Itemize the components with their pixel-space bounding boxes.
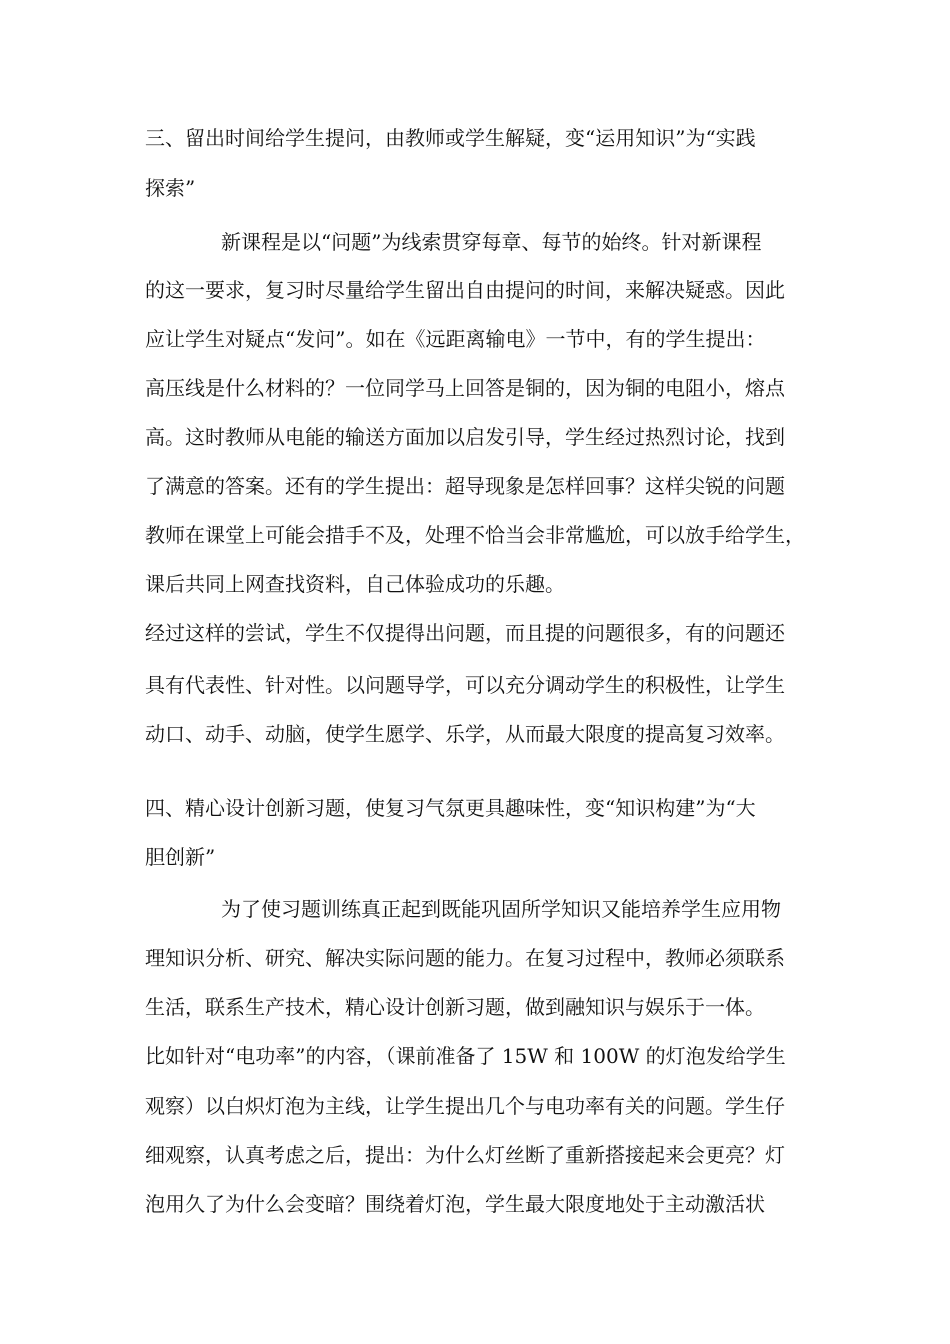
section-3-heading-line-1: 三、留出时间给学生提问，由教师或学生解疑，变“运用知识”为“实践 xyxy=(145,126,756,150)
section-4-paragraph-2-line-4: 泡用久了为什么会变暗？围绕着灯泡，学生最大限度地处于主动激活状 xyxy=(145,1192,765,1216)
section-4-paragraph-1-line-1: 为了使习题训练真正起到既能巩固所学知识又能培养学生应用物 xyxy=(221,897,781,921)
section-3-paragraph-1-line-6: 了满意的答案。还有的学生提出：超导现象是怎样回事？这样尖锐的问题 xyxy=(145,474,785,498)
section-4-paragraph-1-line-3: 生活，联系生产技术，精心设计创新习题，做到融知识与娱乐于一体。 xyxy=(145,995,765,1019)
section-3-paragraph-1-line-8: 课后共同上网查找资料，自己体验成功的乐趣。 xyxy=(145,572,565,596)
section-3-paragraph-1-line-3: 应让学生对疑点“发问”。如在《远距离输电》一节中，有的学生提出： xyxy=(145,327,766,351)
section-3-paragraph-2-line-1: 经过这样的尝试，学生不仅提得出问题，而且提的问题很多，有的问题还 xyxy=(145,621,785,645)
section-4-paragraph-2-line-1: 比如针对“电功率”的内容，（课前准备了 15W 和 100W 的灯泡发给学生 xyxy=(145,1044,786,1068)
section-4-heading-line-1: 四、精心设计创新习题，使复习气氛更具趣味性，变“知识构建”为“大 xyxy=(145,796,756,820)
section-3-paragraph-1-line-5: 高。这时教师从电能的输送方面加以启发引导，学生经过热烈讨论，找到 xyxy=(145,425,785,449)
section-3-paragraph-2-line-3: 动口、动手、动脑，使学生愿学、乐学，从而最大限度的提高复习效率。 xyxy=(145,722,785,746)
section-3-paragraph-1-line-2: 的这一要求，复习时尽量给学生留出自由提问的时间，来解决疑惑。因此 xyxy=(145,278,785,302)
section-3-paragraph-2-line-2: 具有代表性、针对性。以问题导学，可以充分调动学生的积极性，让学生 xyxy=(145,673,785,697)
section-3-paragraph-1-line-1: 新课程是以“问题”为线索贯穿每章、每节的始终。针对新课程 xyxy=(221,230,762,254)
section-3-heading-line-2: 探索” xyxy=(145,176,196,200)
section-3-paragraph-1-line-4: 高压线是什么材料的？一位同学马上回答是铜的，因为铜的电阻小，熔点 xyxy=(145,376,785,400)
section-4-paragraph-2-line-2: 观察）以白炽灯泡为主线，让学生提出几个与电功率有关的问题。学生仔 xyxy=(145,1094,785,1118)
section-4-paragraph-1-line-2: 理知识分析、研究、解决实际问题的能力。在复习过程中，教师必须联系 xyxy=(145,946,785,970)
section-3-paragraph-1-line-7: 教师在课堂上可能会措手不及，处理不恰当会非常尴尬，可以放手给学生， xyxy=(145,523,805,547)
section-4-heading-line-2: 胆创新” xyxy=(145,845,216,869)
section-4-paragraph-2-line-3: 细观察，认真考虑之后，提出：为什么灯丝断了重新搭接起来会更亮？灯 xyxy=(145,1143,785,1167)
